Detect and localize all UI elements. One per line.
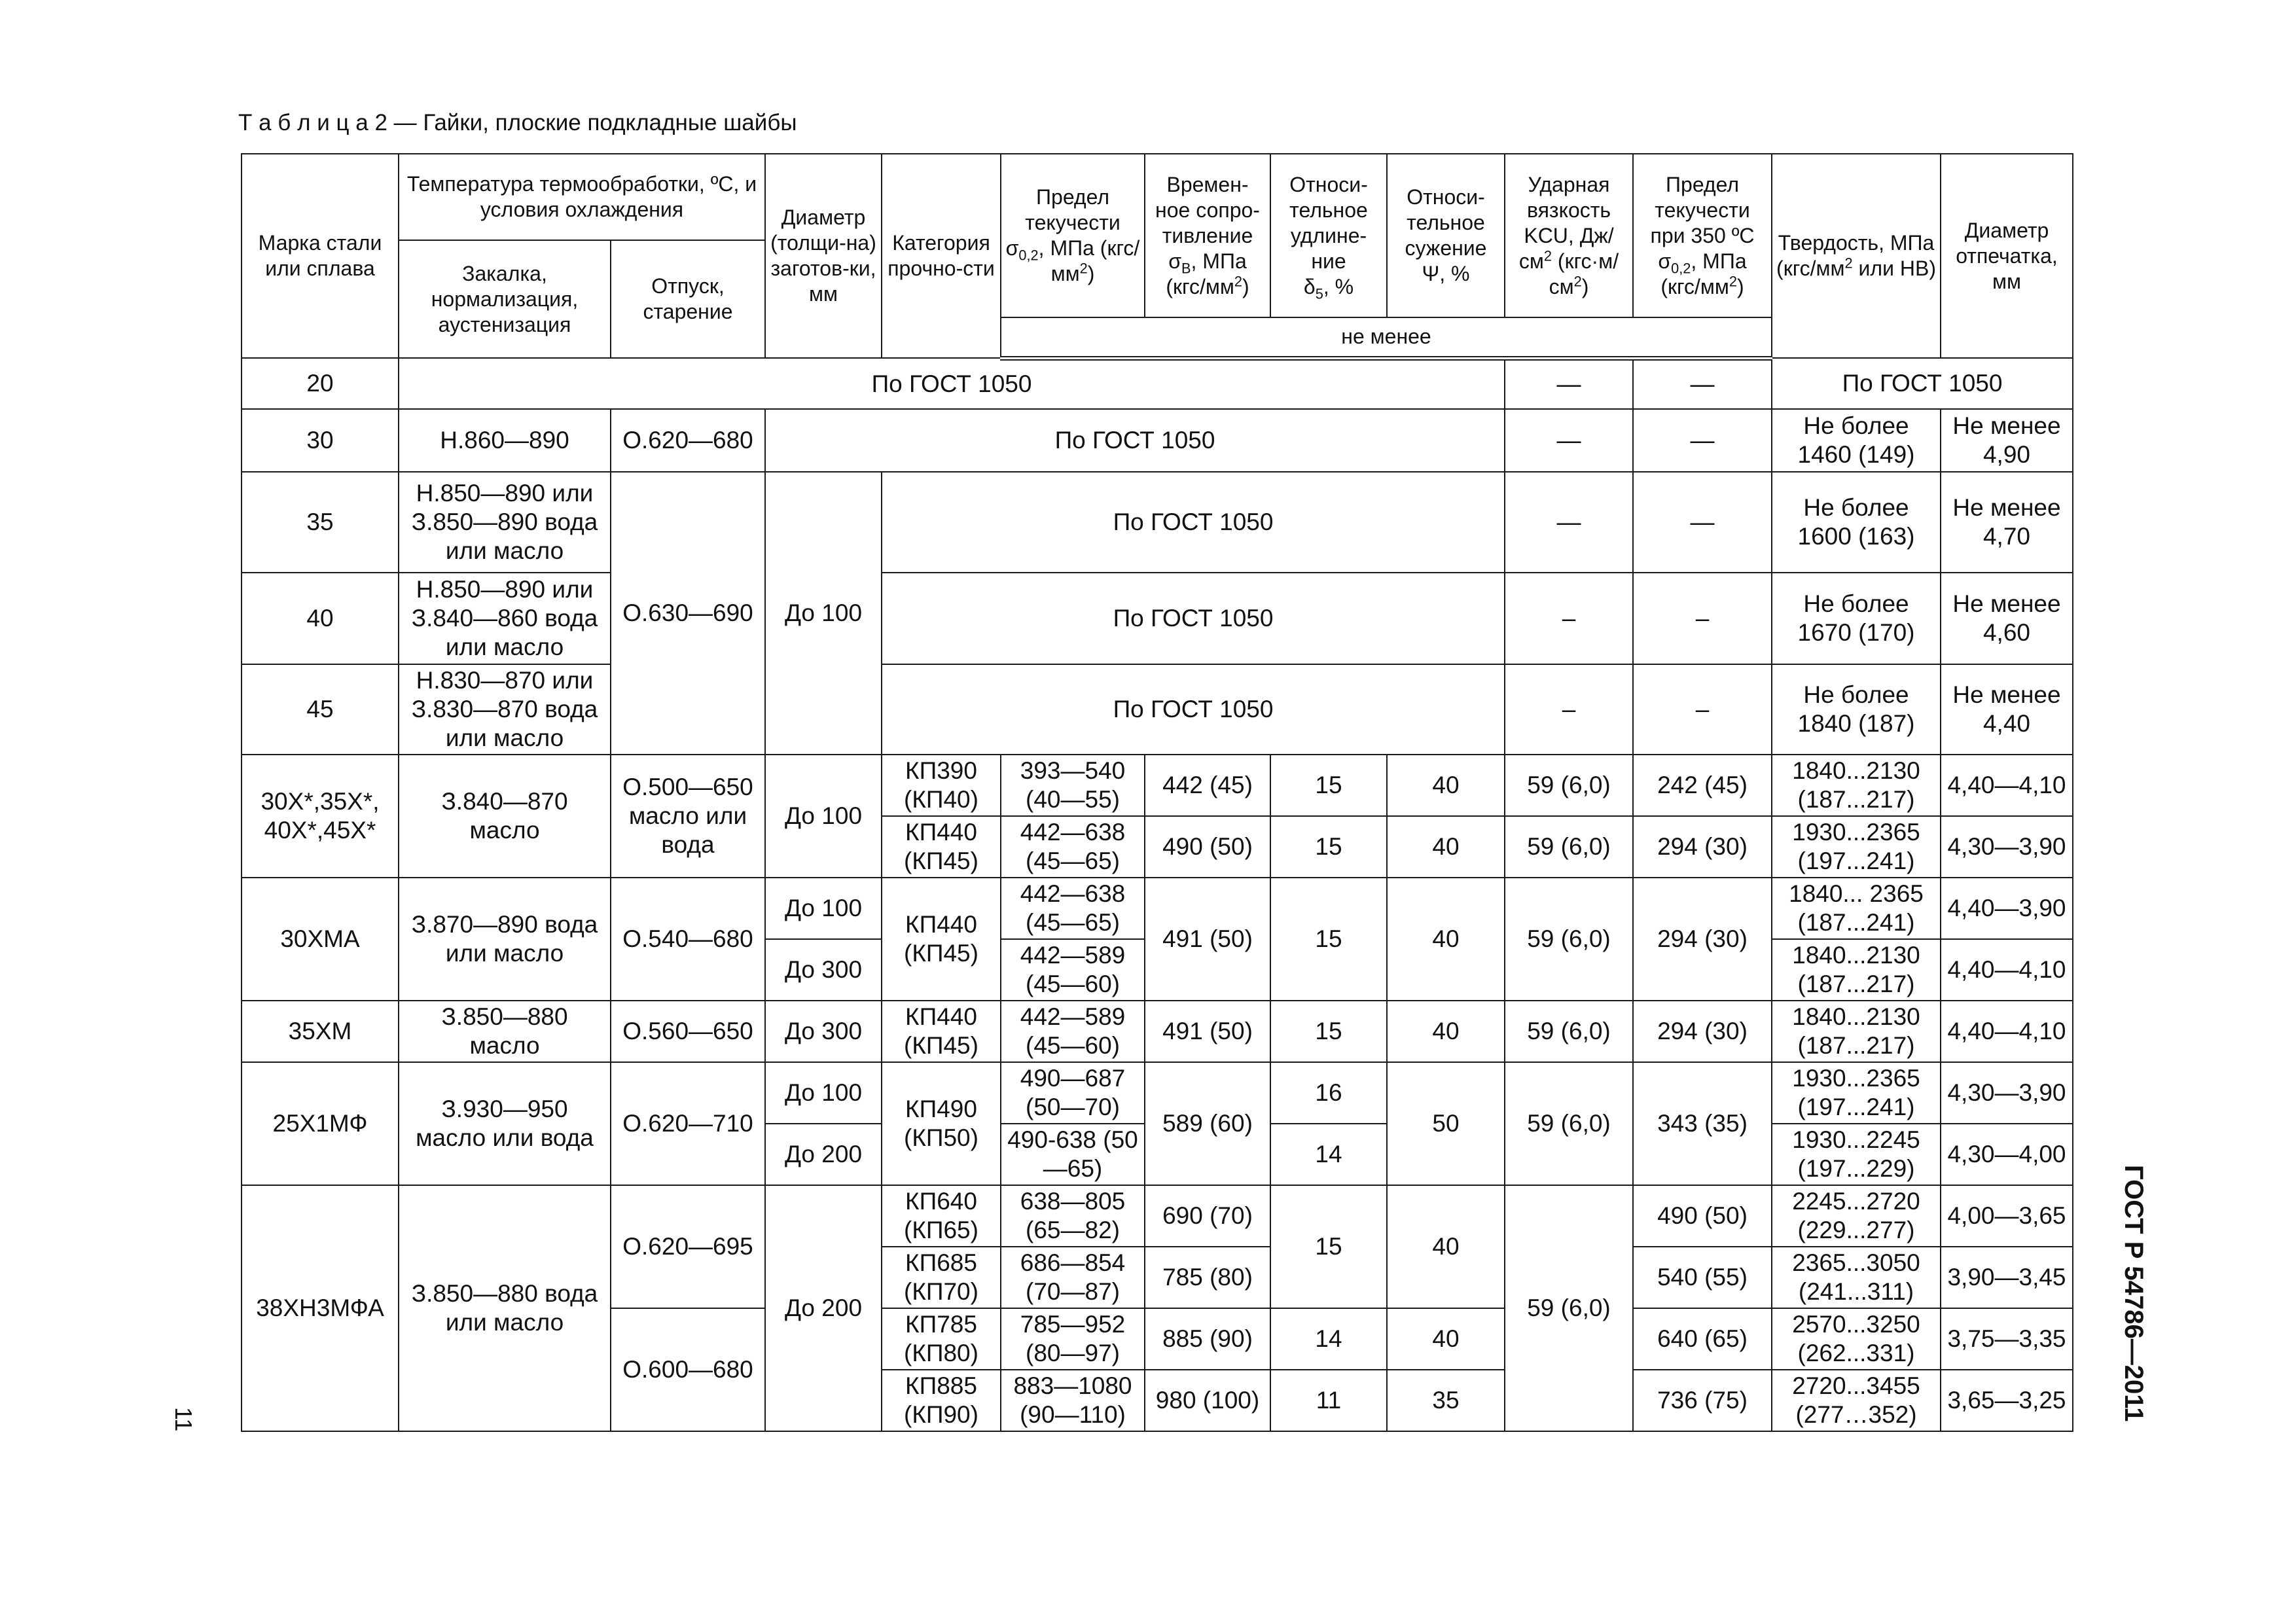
diameter-cell: До 300: [765, 1001, 882, 1062]
elongation-cell: 15: [1270, 1185, 1387, 1308]
header-elongation: Относи-тельное удлине-ние $\delta_5$, %: [1270, 154, 1387, 317]
grade-cell: 40: [242, 573, 399, 664]
hardness-cell: 2365...3050 (241...311): [1772, 1247, 1941, 1308]
kcu-cell: –: [1505, 664, 1633, 755]
reduction-cell: 35: [1387, 1370, 1505, 1431]
elongation-cell: 14: [1270, 1308, 1387, 1370]
temper-cell: О.620—710: [611, 1062, 765, 1185]
category-cell: КП440 (КП45): [882, 816, 1001, 878]
tensile-cell: 442 (45): [1145, 755, 1270, 816]
elongation-cell: 11: [1270, 1370, 1387, 1431]
hardness-cell: 1840...2130 (187...217): [1772, 939, 1941, 1001]
reduction-cell: 40: [1387, 816, 1505, 878]
kcu-cell: —: [1505, 358, 1633, 409]
temper-cell: О.540—680: [611, 878, 765, 1001]
kcu-cell: 59 (6,0): [1505, 1062, 1633, 1185]
diameter-cell: До 200: [765, 1185, 882, 1431]
elongation-cell: 15: [1270, 816, 1387, 878]
print-diameter-cell: 3,90—3,45: [1941, 1247, 2073, 1308]
elongation-cell: 16: [1270, 1062, 1387, 1124]
hardness-cell: Не более 1840 (187): [1772, 664, 1941, 755]
header-grade: Марка стали или сплава: [242, 154, 399, 358]
hardness-cell: 1930...2245 (197...229): [1772, 1124, 1941, 1185]
quench-cell: Н.850—890 или З.840—860 вода или масло: [399, 573, 611, 664]
yield-cell: 883—1080 (90—110): [1001, 1370, 1145, 1431]
yield-350-cell: 736 (75): [1633, 1370, 1772, 1431]
yield-350-cell: 540 (55): [1633, 1247, 1772, 1308]
gost-reference-cell: По ГОСТ 1050: [882, 472, 1505, 573]
diameter-cell: До 100: [765, 1062, 882, 1124]
kcu-cell: 59 (6,0): [1505, 1001, 1633, 1062]
kcu-cell: —: [1505, 409, 1633, 472]
gost-reference-cell: По ГОСТ 1050: [882, 573, 1505, 664]
tensile-cell: 491 (50): [1145, 1001, 1270, 1062]
hardness-cell: 2245...2720 (229...277): [1772, 1185, 1941, 1247]
reduction-cell: 40: [1387, 1308, 1505, 1370]
header-min-note: не менее: [1001, 317, 1772, 358]
print-diameter-cell: 4,40—4,10: [1941, 755, 2073, 816]
header-print-diameter: Диаметр отпечатка, мм: [1941, 154, 2073, 358]
temper-cell: О.620—695: [611, 1185, 765, 1308]
kcu-cell: 59 (6,0): [1505, 755, 1633, 816]
diameter-cell: До 300: [765, 939, 882, 1001]
yield-cell: 490-638 (50—65): [1001, 1124, 1145, 1185]
print-diameter-cell: 4,40—4,10: [1941, 939, 2073, 1001]
temper-cell: О.560—650: [611, 1001, 765, 1062]
print-diameter-cell: Не менее 4,40: [1941, 664, 2073, 755]
quench-cell: Н.830—870 или З.830—870 вода или масло: [399, 664, 611, 755]
elongation-cell: 15: [1270, 878, 1387, 1001]
print-diameter-cell: 4,30—4,00: [1941, 1124, 2073, 1185]
temper-cell: О.500—650 масло или вода: [611, 755, 765, 878]
reduction-cell: 40: [1387, 1001, 1505, 1062]
table-caption: Т а б л и ц а 2 — Гайки, плоские подкладные шайбы: [238, 110, 797, 135]
elongation-cell: 15: [1270, 755, 1387, 816]
header-temper: Отпуск, старение: [611, 240, 765, 358]
elongation-cell: 14: [1270, 1124, 1387, 1185]
yield-350-cell: 490 (50): [1633, 1185, 1772, 1247]
tensile-cell: 490 (50): [1145, 816, 1270, 878]
print-diameter-cell: Не менее 4,60: [1941, 573, 2073, 664]
kcu-cell: 59 (6,0): [1505, 816, 1633, 878]
quench-cell: З.840—870 масло: [399, 755, 611, 878]
yield-350-cell: —: [1633, 409, 1772, 472]
hardness-cell: 1840...2130 (187...217): [1772, 1001, 1941, 1062]
print-diameter-cell: 4,30—3,90: [1941, 1062, 2073, 1124]
category-cell: КП440 (КП45): [882, 878, 1001, 1001]
diameter-cell: До 100: [765, 472, 882, 755]
kcu-cell: 59 (6,0): [1505, 1185, 1633, 1431]
print-diameter-cell: 4,00—3,65: [1941, 1185, 2073, 1247]
print-diameter-cell: Не менее 4,90: [1941, 409, 2073, 472]
grade-cell: 45: [242, 664, 399, 755]
gost-reference-cell: По ГОСТ 1050: [399, 358, 1505, 409]
quench-cell: З.930—950 масло или вода: [399, 1062, 611, 1185]
yield-cell: 686—854 (70—87): [1001, 1247, 1145, 1308]
grade-cell: 30: [242, 409, 399, 472]
grade-cell: 38ХН3МФА: [242, 1185, 399, 1431]
print-diameter-cell: 3,75—3,35: [1941, 1308, 2073, 1370]
print-diameter-cell: 4,40—4,10: [1941, 1001, 2073, 1062]
category-cell: КП685 (КП70): [882, 1247, 1001, 1308]
quench-cell: З.870—890 вода или масло: [399, 878, 611, 1001]
header-yield-strength: Предел текучести $\sigma_{0,2}$, МПа $(кгс/мм^2)$: [1001, 154, 1145, 317]
hardness-cell: 2570...3250 (262...331): [1772, 1308, 1941, 1370]
category-cell: КП640 (КП65): [882, 1185, 1001, 1247]
grade-cell: 20: [242, 358, 399, 409]
gost-reference-cell: По ГОСТ 1050: [882, 664, 1505, 755]
yield-cell: 638—805 (65—82): [1001, 1185, 1145, 1247]
properties-table: [241, 153, 2073, 1432]
header-strength-category: Категория прочно-сти: [882, 154, 1001, 358]
print-diameter-cell: 4,40—3,90: [1941, 878, 2073, 939]
print-diameter-cell: 3,65—3,25: [1941, 1370, 2073, 1431]
hardness-cell: 1840... 2365 (187...241): [1772, 878, 1941, 939]
yield-350-cell: –: [1633, 573, 1772, 664]
temper-cell: О.630—690: [611, 472, 765, 755]
grade-cell: 35ХМ: [242, 1001, 399, 1062]
grade-cell: 25Х1МФ: [242, 1062, 399, 1185]
header-diameter: Диаметр (толщи-на) заготов-ки, мм: [765, 154, 882, 358]
quench-cell: Н.850—890 или З.850—890 вода или масло: [399, 472, 611, 573]
yield-350-cell: 242 (45): [1633, 755, 1772, 816]
yield-350-cell: –: [1633, 664, 1772, 755]
tensile-cell: 690 (70): [1145, 1185, 1270, 1247]
category-cell: КП390 (КП40): [882, 755, 1001, 816]
yield-cell: 442—589 (45—60): [1001, 939, 1145, 1001]
diameter-cell: До 100: [765, 878, 882, 939]
yield-cell: 442—638 (45—65): [1001, 816, 1145, 878]
yield-cell: 393—540 (40—55): [1001, 755, 1145, 816]
hardness-cell: 1840...2130 (187...217): [1772, 755, 1941, 816]
quench-cell: З.850—880 вода или масло: [399, 1185, 611, 1431]
header-reduction: Относи-тельное сужение Ψ, %: [1387, 154, 1505, 317]
hardness-cell: Не более 1600 (163): [1772, 472, 1941, 573]
yield-350-cell: —: [1633, 358, 1772, 409]
temper-cell: О.620—680: [611, 409, 765, 472]
reduction-cell: 50: [1387, 1062, 1505, 1185]
tensile-cell: 589 (60): [1145, 1062, 1270, 1185]
grade-cell: 30ХМА: [242, 878, 399, 1001]
header-quench: Закалка, нормализация, аустенизация: [399, 240, 611, 358]
reduction-cell: 40: [1387, 755, 1505, 816]
hardness-cell: Не более 1460 (149): [1772, 409, 1941, 472]
yield-350-cell: 294 (30): [1633, 878, 1772, 1001]
hardness-cell: 1930...2365 (197...241): [1772, 1062, 1941, 1124]
quench-cell: Н.860—890: [399, 409, 611, 472]
yield-cell: 442—638 (45—65): [1001, 878, 1145, 939]
yield-350-cell: —: [1633, 472, 1772, 573]
category-cell: КП885 (КП90): [882, 1370, 1001, 1431]
header-hardness: Твердость, МПа ($кгс/мм^2$ или НВ): [1772, 154, 1941, 358]
grade-cell: 35: [242, 472, 399, 573]
yield-cell: 490—687 (50—70): [1001, 1062, 1145, 1124]
yield-cell: 442—589 (45—60): [1001, 1001, 1145, 1062]
header-heat-treatment: Температура термообработки, ºС, и условия охлаждения: [399, 154, 765, 240]
elongation-cell: 15: [1270, 1001, 1387, 1062]
page-number-text: 11: [170, 1407, 197, 1432]
diameter-cell: До 200: [765, 1124, 882, 1185]
yield-350-cell: 294 (30): [1633, 816, 1772, 878]
reduction-cell: 40: [1387, 878, 1505, 1001]
diameter-cell: До 100: [765, 755, 882, 878]
hardness-cell: Не более 1670 (170): [1772, 573, 1941, 664]
tensile-cell: 980 (100): [1145, 1370, 1270, 1431]
kcu-cell: —: [1505, 472, 1633, 573]
print-diameter-cell: Не менее 4,70: [1941, 472, 2073, 573]
header-impact-toughness: Ударная вязкость KCU, $Дж/см^2$ $(кгс\cdot м/см^2)$: [1505, 154, 1633, 317]
yield-cell: 785—952 (80—97): [1001, 1308, 1145, 1370]
category-cell: КП440 (КП45): [882, 1001, 1001, 1062]
header-yield-350: Предел текучести при 350 ºС $\sigma_{0,2}$, МПа $(кгс/мм^2)$: [1633, 154, 1772, 317]
tensile-cell: 491 (50): [1145, 878, 1270, 1001]
document-title-text: ГОСТ Р 54786—2011: [2119, 1165, 2148, 1422]
yield-350-cell: 294 (30): [1633, 1001, 1772, 1062]
header-tensile-strength: Времен-ное сопро-тивление $\sigma_В$, МПа $(кгс/мм^2)$: [1145, 154, 1270, 317]
hardness-cell: 1930...2365 (197...241): [1772, 816, 1941, 878]
category-cell: КП785 (КП80): [882, 1308, 1001, 1370]
quench-cell: З.850—880 масло: [399, 1001, 611, 1062]
grade-cell: 30Х*,35Х*, 40Х*,45Х*: [242, 755, 399, 878]
kcu-cell: 59 (6,0): [1505, 878, 1633, 1001]
kcu-cell: –: [1505, 573, 1633, 664]
yield-350-cell: 343 (35): [1633, 1062, 1772, 1185]
reduction-cell: 40: [1387, 1185, 1505, 1308]
tensile-cell: 785 (80): [1145, 1247, 1270, 1308]
category-cell: КП490 (КП50): [882, 1062, 1001, 1185]
gost-reference-cell: По ГОСТ 1050: [765, 409, 1505, 472]
yield-350-cell: 640 (65): [1633, 1308, 1772, 1370]
hardness-cell: 2720...3455 (277…352): [1772, 1370, 1941, 1431]
temper-cell: О.600—680: [611, 1308, 765, 1431]
tensile-cell: 885 (90): [1145, 1308, 1270, 1370]
gost-reference-cell: По ГОСТ 1050: [1772, 358, 2073, 409]
print-diameter-cell: 4,30—3,90: [1941, 816, 2073, 878]
